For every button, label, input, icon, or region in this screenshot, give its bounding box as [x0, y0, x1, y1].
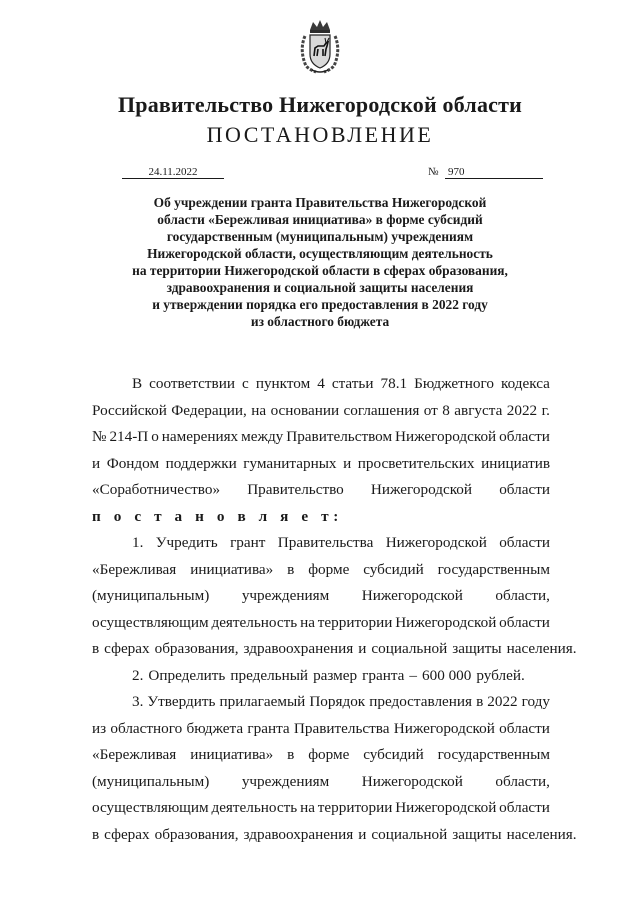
body-line — [92, 371, 550, 398]
body-word: области — [499, 428, 550, 445]
body-word: грант — [230, 534, 266, 551]
body-word: намерениях — [161, 428, 239, 445]
body-word: деятельность — [211, 799, 298, 816]
body-word: образования, — [154, 825, 239, 843]
body-line — [92, 822, 577, 849]
body-word: Федерации, — [171, 401, 247, 419]
body-line — [92, 663, 550, 690]
body-word: на — [251, 401, 267, 419]
body-word: Бюджетного — [414, 375, 494, 392]
body-word: области, — [495, 772, 550, 790]
body-word: 2. — [132, 666, 144, 684]
body-word: области — [499, 481, 550, 498]
body-word: Нижегородской — [370, 481, 473, 498]
body-word: г. — [541, 401, 550, 419]
body-word: здравоохранения — [243, 640, 354, 657]
body-line — [92, 477, 550, 504]
body-word: Учредить — [155, 534, 218, 551]
body-word: форме — [308, 560, 350, 578]
body-word: просветительских — [357, 454, 475, 472]
body-word: из — [92, 719, 107, 737]
body-word: Нижегородской — [361, 772, 463, 790]
body-word: Правительства — [293, 719, 390, 737]
document-subject — [100, 194, 540, 330]
body-line — [92, 636, 577, 663]
body-word: 600 000 — [422, 666, 472, 684]
body-word: статьи — [331, 375, 374, 392]
body-word: В — [132, 375, 143, 392]
body-word: на — [300, 613, 315, 631]
body-word: о — [151, 428, 159, 445]
body-word: кодекса — [501, 375, 550, 392]
body-word: на — [300, 799, 315, 816]
body-word: территории — [317, 799, 393, 816]
body-word: в — [476, 693, 484, 710]
body-word: Правительство — [247, 481, 344, 498]
subject-line: из областного бюджета — [250, 314, 390, 329]
body-word: предельный — [230, 666, 309, 684]
body-word: области, — [495, 587, 550, 604]
body-word: Нижегородской — [395, 428, 497, 445]
number-sign: № — [428, 166, 439, 178]
body-word: «Бережливая — [92, 560, 177, 578]
body-word: августа — [454, 401, 503, 419]
body-word: предоставления — [369, 693, 473, 710]
body-word: 78.1 — [380, 375, 408, 392]
body-word: инициатив — [481, 454, 550, 472]
body-word: в — [287, 746, 295, 763]
body-word: защиты — [452, 640, 502, 657]
body-word: рублей. — [476, 666, 525, 684]
body-word: субсидий — [363, 746, 424, 763]
body-word: (муниципальным) — [92, 587, 210, 604]
body-word: «Бережливая — [92, 746, 177, 763]
body-word: Нижегородской — [395, 613, 497, 631]
body-word: социальной — [371, 640, 448, 657]
body-line — [92, 769, 550, 796]
body-word: сферах — [104, 640, 150, 657]
body-word: 3. — [132, 693, 144, 710]
body-line — [92, 716, 550, 743]
body-word: сферах — [104, 825, 150, 843]
body-word: территории — [317, 613, 393, 631]
body-word: № — [92, 428, 107, 445]
body-word: Определить — [148, 666, 226, 684]
body-word: инициатива» — [190, 746, 274, 763]
body-word: населения. — [506, 640, 577, 657]
document-number: 970 — [445, 166, 543, 179]
body-line — [92, 742, 550, 769]
body-word: 2022 — [487, 693, 518, 710]
subject-line: Нижегородской области, осуществляющим деятельность — [147, 246, 493, 261]
body-word: в — [287, 560, 295, 578]
body-word: населения. — [506, 825, 577, 843]
body-word: – — [409, 666, 417, 684]
body-word: гранта — [247, 719, 290, 737]
body-word: и — [343, 454, 352, 472]
body-word: области — [499, 534, 550, 551]
resolution-word: п о с т а н о в л я е т: — [92, 507, 343, 525]
body-word: учреждениям — [241, 587, 330, 604]
body-word: бюджета — [186, 719, 244, 737]
body-word: поддержки — [165, 454, 237, 472]
body-line — [92, 424, 550, 451]
body-word: от — [423, 401, 438, 419]
document-type: ПОСТАНОВЛЕНИЕ — [206, 122, 434, 147]
subject-line: на территории Нижегородской области в сферах образования, — [132, 263, 508, 278]
body-word: образования, — [154, 640, 239, 657]
body-line — [92, 557, 550, 584]
body-word: прилагаемый — [219, 693, 306, 710]
body-word: в — [92, 825, 100, 843]
body-word: учреждениям — [241, 772, 330, 790]
body-word: области — [499, 799, 550, 816]
body-word: областного — [110, 719, 183, 737]
body-word: Нижегородской — [385, 534, 487, 551]
body-word: осуществляющим — [92, 799, 209, 816]
body-word: осуществляющим — [92, 613, 209, 631]
body-word: пунктом — [255, 375, 311, 392]
subject-line: государственным (муниципальным) учреждениям — [166, 229, 474, 244]
body-word: (муниципальным) — [92, 772, 210, 790]
body-word: Порядок — [309, 693, 366, 710]
body-word: области — [499, 719, 550, 737]
subject-line: и утверждении порядка его предоставления в 2022 году — [152, 297, 488, 312]
body-word: Правительства — [277, 534, 374, 551]
body-word: Правительством — [286, 428, 393, 445]
body-word: размер — [313, 666, 358, 684]
body-line — [92, 504, 550, 531]
government-title: Правительство Нижегородской области — [117, 92, 522, 117]
body-line — [92, 530, 550, 557]
body-word: Утвердить — [147, 693, 216, 710]
body-word: и — [358, 825, 367, 843]
body-word: Нижегородской — [361, 587, 463, 604]
body-word: государственным — [437, 746, 550, 763]
body-word: социальной — [371, 825, 448, 843]
document-body — [92, 371, 577, 848]
body-word: с — [242, 375, 249, 392]
body-word: здравоохранения — [243, 825, 354, 843]
body-word: 214-П — [109, 428, 149, 445]
body-word: Российской — [92, 401, 167, 419]
body-word: и — [358, 640, 367, 657]
body-word: соответствии — [149, 375, 235, 392]
subject-line: области «Бережливая инициатива» в форме субсидий — [157, 212, 483, 227]
body-word: форме — [308, 746, 350, 763]
body-line — [92, 795, 550, 822]
body-line — [92, 583, 550, 610]
body-line — [92, 610, 550, 637]
body-word: Нижегородской — [393, 719, 495, 737]
body-line — [92, 689, 550, 716]
body-line — [92, 398, 550, 425]
body-word: гуманитарных — [243, 454, 337, 472]
body-word: основании — [270, 401, 340, 419]
body-word: Нижегородской — [395, 799, 497, 816]
body-word: области — [499, 613, 550, 631]
body-word: Фондом — [106, 454, 160, 472]
subject-line: здравоохранения и социальной защиты населения — [166, 280, 474, 295]
body-word: защиты — [452, 825, 502, 843]
body-word: инициатива» — [190, 560, 274, 578]
body-word: 2022 — [506, 401, 538, 419]
body-word: «Соработничество» — [92, 481, 221, 498]
body-word: 1. — [132, 534, 144, 551]
body-word: субсидий — [363, 560, 424, 578]
document-date: 24.11.2022 — [122, 166, 224, 179]
body-word: 8 — [442, 401, 450, 419]
body-word: деятельность — [211, 613, 298, 631]
body-word: соглашения — [343, 401, 420, 419]
coat-of-arms-icon — [296, 18, 344, 74]
body-word: и — [92, 454, 101, 472]
body-line — [92, 451, 550, 478]
body-word: гранта — [362, 666, 405, 684]
subject-line: Об учреждении гранта Правительства Нижегородской — [153, 195, 487, 210]
body-word: между — [241, 428, 284, 445]
body-word: году — [521, 693, 550, 710]
body-word: государственным — [437, 560, 550, 578]
body-word: 4 — [317, 375, 325, 392]
body-word: в — [92, 640, 100, 657]
